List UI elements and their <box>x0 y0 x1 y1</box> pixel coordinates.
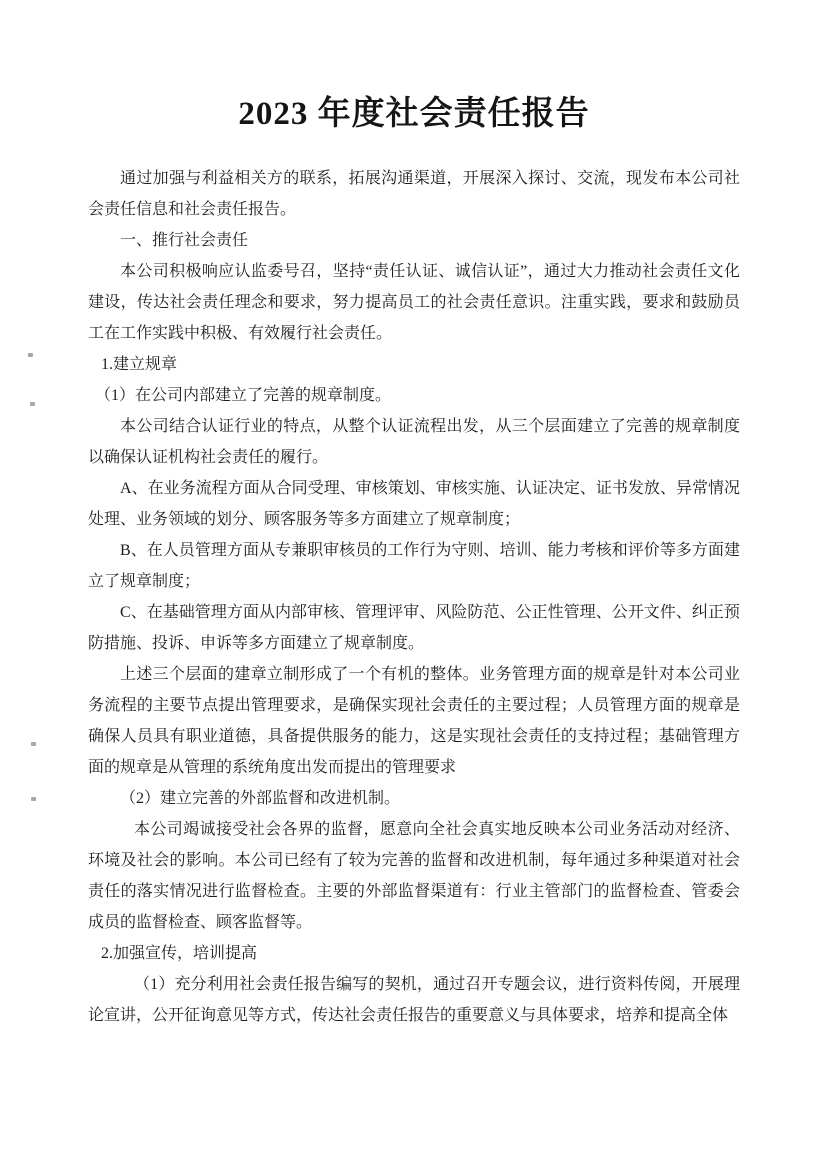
report-title: 2023 年度社会责任报告 <box>238 96 590 132</box>
sub-heading: 1.建立规章 <box>101 355 178 373</box>
list-item: B、在人员管理方面从专兼职审核员的工作行为守则、培训、能力考核和评价等多方面建立了规章制度； <box>88 541 740 590</box>
section-heading: 一、推行社会责任 <box>120 231 249 249</box>
body-paragraph: 本公司竭诚接受社会各界的监督，愿意向全社会真实地反映本公司业务活动对经济、环境及社会的影响。本公司已经有了较为完善的监督和改进机制，每年通过多种渠道对社会责任的落实情况进行监督检查。主要的外部监督渠道有：行业主管部门的监督检查、管委会成员的监督检查、顾客监督等。 <box>88 820 740 931</box>
list-item: A、在业务流程方面从合同受理、审核策划、审核实施、认证决定、证书发放、异常情况处理、业务领域的划分、顾客服务等多方面建立了规章制度； <box>88 479 740 528</box>
clause-heading: （1）在公司内部建立了完善的规章制度。 <box>95 386 392 404</box>
scan-speckle <box>28 353 33 357</box>
body-paragraph: 上述三个层面的建章立制形成了一个有机的整体。业务管理方面的规章是针对本公司业务流程的主要节点提出管理要求，是确保实现社会责任的主要过程；人员管理方面的规章是确保人员具有职业道德，具备提供服务的能力，这是实现社会责任的支持过程；基础管理方面的规章是从管理的系统角度出发而提出的管理要求 <box>88 665 740 776</box>
body-paragraph: 本公司积极响应认监委号召，坚持“责任认证、诚信认证”，通过大力推动社会责任文化建设，传达社会责任理念和要求，努力提高员工的社会责任意识。注重实践，要求和鼓励员工在工作实践中积极、有效履行社会责任。 <box>88 262 740 342</box>
intro-paragraph: 通过加强与利益相关方的联系，拓展沟通渠道，开展深入探讨、交流，现发布本公司社会责任信息和社会责任报告。 <box>88 169 740 218</box>
body-paragraph: （1）充分利用社会责任报告编写的契机，通过召开专题会议，进行资料传阅，开展理论宣讲，公开征询意见等方式，传达社会责任报告的重要意义与具体要求，培养和提高全体 <box>88 975 740 1024</box>
scan-speckle <box>30 402 35 406</box>
sub-heading: 2.加强宣传，培训提高 <box>101 944 258 962</box>
clause-heading: （2）建立完善的外部监督和改进机制。 <box>120 789 401 807</box>
scan-speckle <box>31 742 36 746</box>
body-paragraph: 本公司结合认证行业的特点，从整个认证流程出发，从三个层面建立了完善的规章制度以确保认证机构社会责任的履行。 <box>88 417 740 466</box>
report-body <box>88 163 740 1031</box>
scan-speckle <box>31 797 36 801</box>
list-item: C、在基础管理方面从内部审核、管理评审、风险防范、公正性管理、公开文件、纠正预防措施、投诉、申诉等多方面建立了规章制度。 <box>88 603 740 652</box>
